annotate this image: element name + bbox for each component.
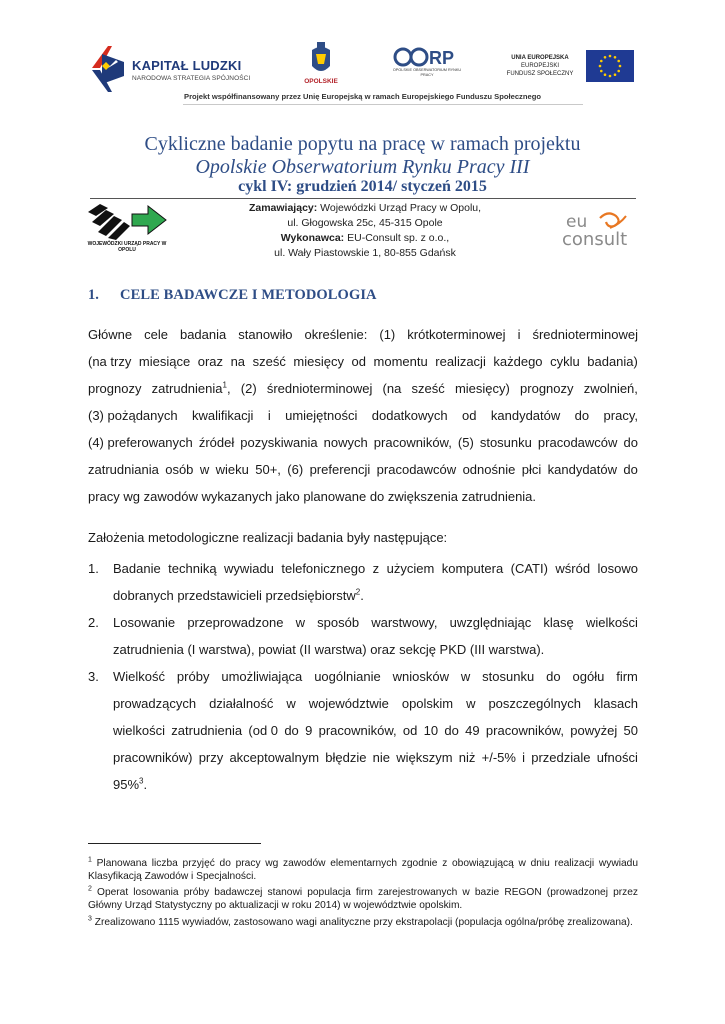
word: wielkości [113, 723, 166, 738]
word-with-footnote [88, 381, 141, 396]
word: do [444, 723, 459, 738]
word: stanowiło [238, 327, 293, 342]
word: do [623, 435, 638, 450]
word: osób [165, 462, 194, 477]
client-line [210, 201, 520, 216]
word: kandydatów [547, 462, 618, 477]
word: uwzględniając [449, 615, 532, 630]
word: miesięcy [293, 354, 344, 369]
eu-consult-swirl-icon [600, 213, 626, 228]
word: w [199, 462, 210, 477]
footnote-separator [88, 843, 261, 844]
word: niż [458, 750, 476, 765]
word: pracowników, [373, 435, 452, 450]
word: sześć [411, 381, 445, 396]
eu-consult-logo-top: eu [566, 212, 588, 232]
list-item-number: 2. [88, 615, 99, 630]
word: od [351, 354, 366, 369]
opolskie-logo [296, 40, 346, 92]
eu-consult-logo-bottom: consult [562, 229, 628, 248]
word: zatrudnienia [151, 381, 223, 396]
eu-label-line1: UNIA EUROPEJSKA [511, 55, 569, 61]
word: Losowanie [113, 615, 176, 630]
word: momentu [373, 354, 428, 369]
word: wieku [215, 462, 249, 477]
word: poszczególnych [488, 696, 581, 711]
para1-line [88, 381, 638, 396]
title-divider [90, 198, 636, 199]
word: uogólnianie [314, 669, 381, 684]
word: w [286, 696, 296, 711]
contractor-name: EU-Consult sp. z o.o., [344, 232, 450, 244]
word: ufności [596, 750, 638, 765]
word: na [230, 354, 246, 369]
word: Wielkość [113, 669, 166, 684]
section-title: CELE BADAWCZE I METODOLOGIA [120, 287, 377, 303]
word: każdego [493, 354, 543, 369]
word: przedziale [531, 750, 591, 765]
word: umożliwiająca [221, 669, 303, 684]
footnote-text: Zrealizowano 1115 wywiadów, zastosowano wagi analityczne przy ekstrapolacji (populacja ogólna/próbę zrealizowana). [91, 917, 633, 928]
wup-logo-text: WOJEWÓDZKI URZĄD PRACY W OPOLU [87, 241, 167, 253]
word: preferencji [309, 462, 371, 477]
word: (od 0 [248, 723, 279, 738]
word: zwolnień, [583, 381, 638, 396]
word: akceptowalnym [229, 750, 320, 765]
word: wśród [555, 561, 591, 576]
list-item-number: 1. [88, 561, 99, 576]
word: firm [616, 669, 638, 684]
contractor-line [210, 231, 520, 246]
word: cele [144, 327, 168, 342]
word: przy [198, 750, 224, 765]
word: losowo [597, 561, 638, 576]
word: do [574, 408, 590, 423]
word-with-footnote [152, 381, 231, 396]
word: województwie [308, 696, 389, 711]
word: warstwowy, [371, 615, 438, 630]
word: do [546, 669, 561, 684]
word: wywiadu [224, 561, 274, 576]
kapital-ludzki-title: KAPITAŁ LUDZKI [132, 58, 242, 73]
footnote-1 [88, 857, 638, 883]
word: umiejętności [285, 408, 358, 423]
word: badania [179, 327, 227, 342]
kapital-ludzki-logo [88, 40, 288, 98]
para1-line [88, 435, 638, 450]
opolskie-label: OPOLSKIE [304, 78, 338, 85]
word: większym [396, 750, 453, 765]
kapital-ludzki-subtitle: NARODOWA STRATEGIA SPÓJNOŚCI [132, 75, 251, 82]
word: cyklu [550, 354, 580, 369]
contact-block [210, 201, 520, 261]
word: wielkości [585, 615, 638, 630]
title-line-2: Opolskie Obserwatorium Rynku Pracy III [195, 156, 530, 178]
contractor-label: Wykonawca: [280, 232, 345, 244]
word: pozyskiwania [240, 435, 318, 450]
word: (na trzy [88, 354, 132, 369]
word: telefonicznego [281, 561, 366, 576]
word: (4) preferowanych [88, 435, 193, 450]
footnote-text: Planowana liczba przyjęć do pracy wg zawodów elementarnych zgodnie z obowiązującą w dniu realizacji wywiadu Klasyfikacją Zawodów i Specjalności. [88, 858, 638, 882]
eu-consult-logo [560, 208, 640, 248]
list-item-line [113, 561, 638, 576]
word: użyciem [386, 561, 435, 576]
word: do [284, 723, 299, 738]
section-number: 1. [88, 287, 99, 303]
word: (na [382, 381, 402, 396]
cofinancing-note: Projekt współfinansowany przez Unię Europejską w ramach Europejskiego Funduszu Społecznego [184, 92, 541, 101]
word: odnośnie [462, 462, 516, 477]
word: Badanie [113, 561, 161, 576]
word: techniką [168, 561, 217, 576]
word: miesięcy) [454, 381, 510, 396]
word: prowadzących [113, 696, 197, 711]
word: przeprowadzone [187, 615, 284, 630]
list-item-line [113, 669, 638, 684]
word: dodatkowych [371, 408, 448, 423]
footnote-ref[interactable]: 3 [139, 776, 144, 786]
word: działalność [209, 696, 274, 711]
word: (1) [379, 327, 396, 342]
word: do [623, 462, 638, 477]
word: pracowników, [485, 723, 564, 738]
word: w [460, 669, 471, 684]
para1-line [88, 327, 638, 342]
word: nowych [323, 435, 368, 450]
word: 10 [423, 723, 439, 738]
word: kandydatów [490, 408, 561, 423]
word: błędzie [325, 750, 367, 765]
word: opolskim [401, 696, 454, 711]
word: komputera [441, 561, 504, 576]
list-item-line [113, 777, 147, 792]
word: stosunku [482, 669, 535, 684]
word: (CATI) [510, 561, 548, 576]
word: 50+, [255, 462, 281, 477]
svg-text:RP: RP [429, 48, 455, 68]
list-item-line: zatrudnienia (I warstwa), powiat (II warstwa) oraz sekcję PKD (III warstwa). [113, 642, 545, 657]
punct: . [360, 588, 364, 603]
word: pracy, [603, 408, 638, 423]
word: pracowników, [318, 723, 397, 738]
wup-arrows-icon [86, 200, 170, 242]
footnote-number: 1 [88, 856, 92, 864]
word: +/-5% [481, 750, 516, 765]
footnote-ref[interactable]: 2 [355, 587, 361, 597]
word: średnioterminowej [532, 327, 638, 342]
orp-wordmark-icon [392, 46, 462, 68]
word: od [462, 408, 477, 423]
footnote-ref[interactable]: 1 [222, 380, 227, 390]
wup-logo [86, 200, 176, 260]
title-line-1: Cykliczne badanie popytu na pracę w ramach projektu [144, 133, 581, 155]
contractor-address: ul. Wały Piastowskie 1, 80-855 Gdańsk [274, 247, 456, 259]
list-item-line [113, 588, 364, 603]
word: prognozy [520, 381, 574, 396]
word: pracowników) [113, 750, 193, 765]
word: (3) pożądanych [88, 408, 178, 423]
eu-label-line2: EUROPEJSKI [520, 63, 559, 69]
para1-line [88, 462, 638, 477]
word: badania) [587, 354, 638, 369]
client-label: Zamawiający: [248, 202, 318, 214]
word: oraz [197, 354, 224, 369]
eu-label-line3: FUNDUSZ SPOŁECZNY [506, 71, 574, 77]
text: 95% [113, 777, 140, 792]
word: pracodawców [376, 462, 457, 477]
eu-flag-icon [586, 50, 634, 82]
word: sześć [252, 354, 286, 369]
word: realizacji [435, 354, 486, 369]
para1-last-line: pracy wg zawodów wykazanych jako planowane do zwiększenia zatrudnienia. [88, 489, 537, 504]
list-item-line [113, 696, 638, 711]
client-address: ul. Głogowska 25c, 45-315 Opole [287, 217, 443, 229]
client-name: Wojewódzki Urząd Pracy w Opolu, [317, 202, 482, 214]
footnote-number: 2 [88, 885, 92, 893]
list-item-line [113, 615, 638, 630]
word: klasę [543, 615, 574, 630]
word: i [517, 327, 521, 342]
word: nie [372, 750, 391, 765]
punct: , [226, 381, 231, 396]
word: próby [176, 669, 210, 684]
footnote-2 [88, 886, 638, 912]
list-item-line [113, 750, 638, 765]
eu-label [500, 54, 580, 78]
kapital-ludzki-emblem-icon [88, 40, 128, 98]
word: ogółu [572, 669, 605, 684]
header-divider [183, 104, 583, 105]
title-line-3: cykl IV: grudzień 2014/ styczeń 2015 [238, 178, 487, 195]
word: (5) [457, 435, 474, 450]
footnote-3 [88, 916, 638, 929]
opolskie-crest-icon [296, 40, 346, 78]
para1-line [88, 354, 638, 369]
word: i [522, 750, 526, 765]
word: i [267, 408, 271, 423]
word: klasach [593, 696, 638, 711]
word: od [402, 723, 418, 738]
word: kwalifikacji [192, 408, 254, 423]
para1-line [88, 408, 638, 423]
word: zatrudniania [88, 462, 159, 477]
word: miesiące [138, 354, 191, 369]
word: średnioterminowej [266, 381, 373, 396]
word: stosunku [479, 435, 532, 450]
list-item-number: 3. [88, 669, 99, 684]
list-item-line [113, 723, 638, 738]
word: wniosków [392, 669, 449, 684]
word: w [295, 615, 305, 630]
orp-subtitle: OPOLSKIE OBSERWATORIUM RYNKU PRACY [392, 68, 462, 77]
word: płci [521, 462, 542, 477]
footnote-number: 3 [88, 915, 92, 923]
text: dobranych przedstawicieli przedsiębiorstw [113, 588, 356, 603]
word: 50 [623, 723, 638, 738]
word: 49 [465, 723, 480, 738]
word: (6) [287, 462, 304, 477]
word: określenie: [304, 327, 368, 342]
word: prognozy [88, 381, 142, 396]
word: w [466, 696, 476, 711]
word: pracodawców [537, 435, 618, 450]
word: krótkoterminowej [407, 327, 506, 342]
footnote-text: Operat losowania próby badawczej stanowi populacja firm zarejestrowanych w bazie REGON (prowadzonej przez Główny Urząd Statystyczny po aktualizacji w roku 2014) w województwie opolskim. [88, 887, 638, 911]
word: 9 [305, 723, 313, 738]
word: zatrudnienia [171, 723, 243, 738]
punct: . [143, 777, 148, 792]
word: sposób [317, 615, 360, 630]
word: źródeł [198, 435, 235, 450]
para2-intro: Założenia metodologiczne realizacji badania były następujące: [88, 530, 448, 545]
word: Główne [88, 327, 133, 342]
word: z [372, 561, 380, 576]
word: (2) [240, 381, 257, 396]
word: powyżej [570, 723, 618, 738]
orp-logo [392, 46, 462, 96]
